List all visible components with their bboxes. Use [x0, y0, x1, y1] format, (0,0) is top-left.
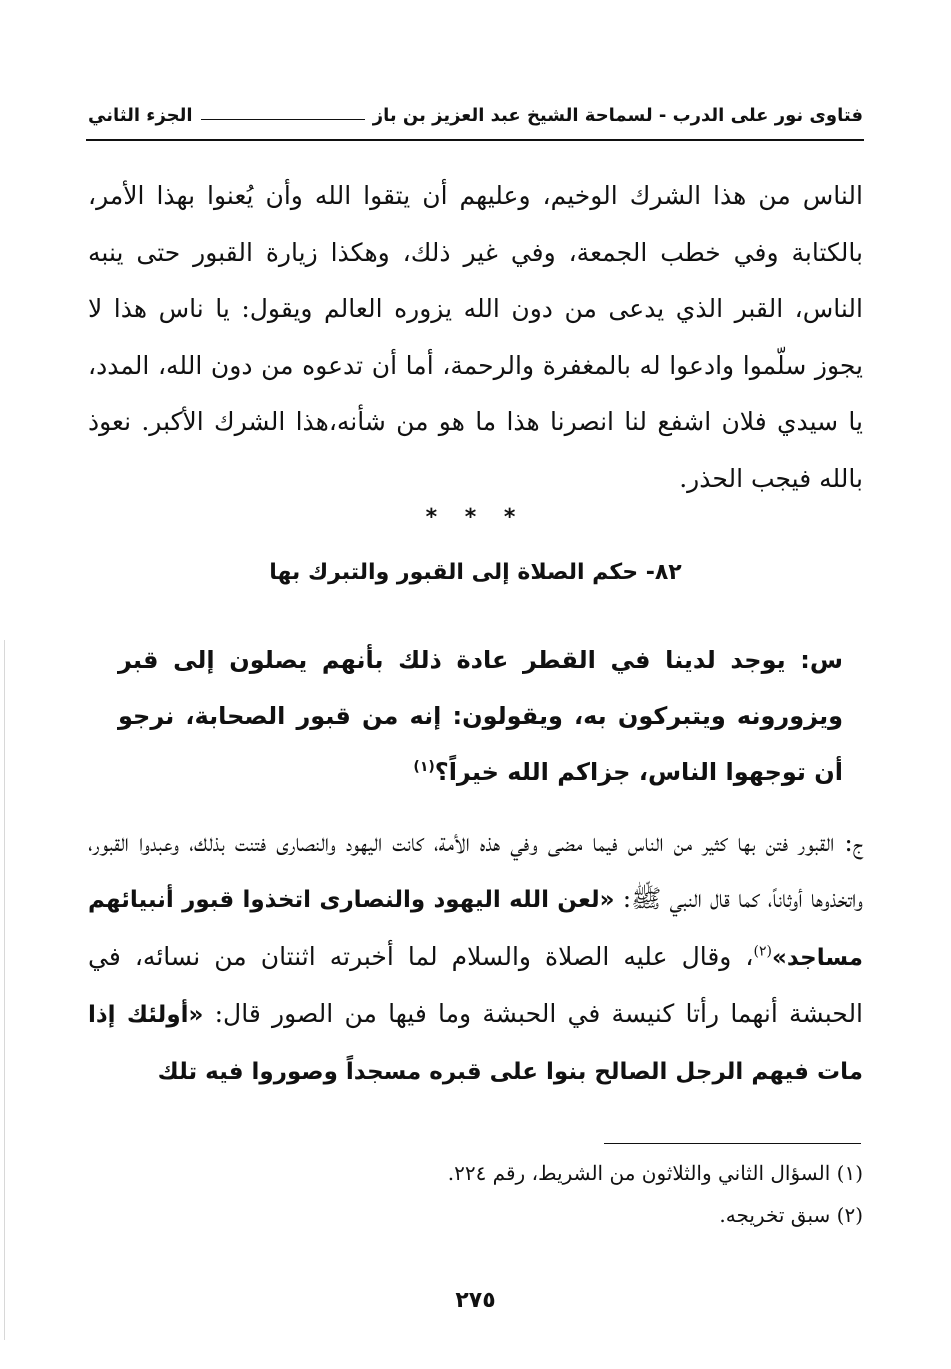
answer-text-1: القبور فتن بها كثير من الناس فيما مضى وفي هذه الأمة، كانت اليهود والنصارى فتنت بذلك، وعبدوا القبور، واتخذوها أوثاناً، كما قال النبي ﷺ: — [88, 828, 863, 914]
intro-text: الناس من هذا الشرك الوخيم، وعليهم أن يتقوا الله وأن يُعنوا بهذا الأمر، بالكتابة وفي خطب الجمعة، وفي غير ذلك، وهكذا زيارة القبور حتى ينبه الناس، القبر الذي يدعى من دون الله يزوره العالم ويقول: يا ناس هذا لا يجوز سلّموا وادعوا له بالمغفرة والرحمة، أما أن تدعوه من دون الله، المدد، يا سيدي فلان اشفع لنا انصرنا هذا ما هو من شأنه،هذا الشرك الأكبر. نعوذ بالله فيجب الحذر. — [88, 181, 863, 493]
header-volume-part: الجزء الثاني — [88, 104, 193, 126]
running-header — [88, 100, 863, 130]
hadith-quote-2: «أولئك إذا مات فيهم الرجل الصالح بنوا على قبره مسجداً وصوروا فيه تلك — [88, 1001, 863, 1086]
answer-footnote-ref: (٢) — [753, 943, 772, 960]
footnote-rule — [604, 1143, 861, 1144]
question-footnote-ref: (١) — [413, 759, 435, 775]
hadith-quote-1: «لعن الله اليهود والنصارى اتخذوا قبور أنبيائهم مساجد» — [88, 887, 863, 971]
header-underline — [86, 139, 864, 141]
footnotes — [88, 1152, 863, 1236]
answer-prefix: ج: — [844, 828, 863, 857]
section-heading: ٨٢- حكم الصلاة إلى القبور والتبرك بها — [269, 560, 682, 585]
header-dash-rule — [201, 119, 365, 120]
answer-text-2: ، وقال عليه الصلاة والسلام لما أخبرته اثنتان من نسائه، في الحبشة أنهما رأتا كنيسة في الحبشة وما فيها من الصور قال: — [88, 941, 864, 1028]
question-text: يوجد لدينا في القطر عادة ذلك بأنهم يصلون إلى قبر ويزورونه ويتبركون به، ويقولون: إنه من قبور الصحابة، نرجو أن توجهوا الناس، جزاكم الله خيراً؟ — [118, 646, 843, 786]
header-book-title: فتاوى نور على الدرب - لسماحة الشيخ عبد العزيز بن باز — [372, 104, 863, 126]
question-prefix: س: — [800, 646, 843, 674]
question-block — [118, 632, 843, 800]
answer-block — [88, 815, 863, 1100]
scan-edge-line — [4, 640, 5, 1340]
page-number: ٢٧٥ — [455, 1288, 496, 1313]
footnote-1: (١) السؤال الثاني والثلاثون من الشريط، رقم ٢٢٤. — [447, 1161, 863, 1185]
section-separator: * * * — [425, 505, 526, 530]
footnote-2: (٢) سبق تخريجه. — [719, 1203, 863, 1227]
intro-paragraph — [88, 168, 863, 507]
